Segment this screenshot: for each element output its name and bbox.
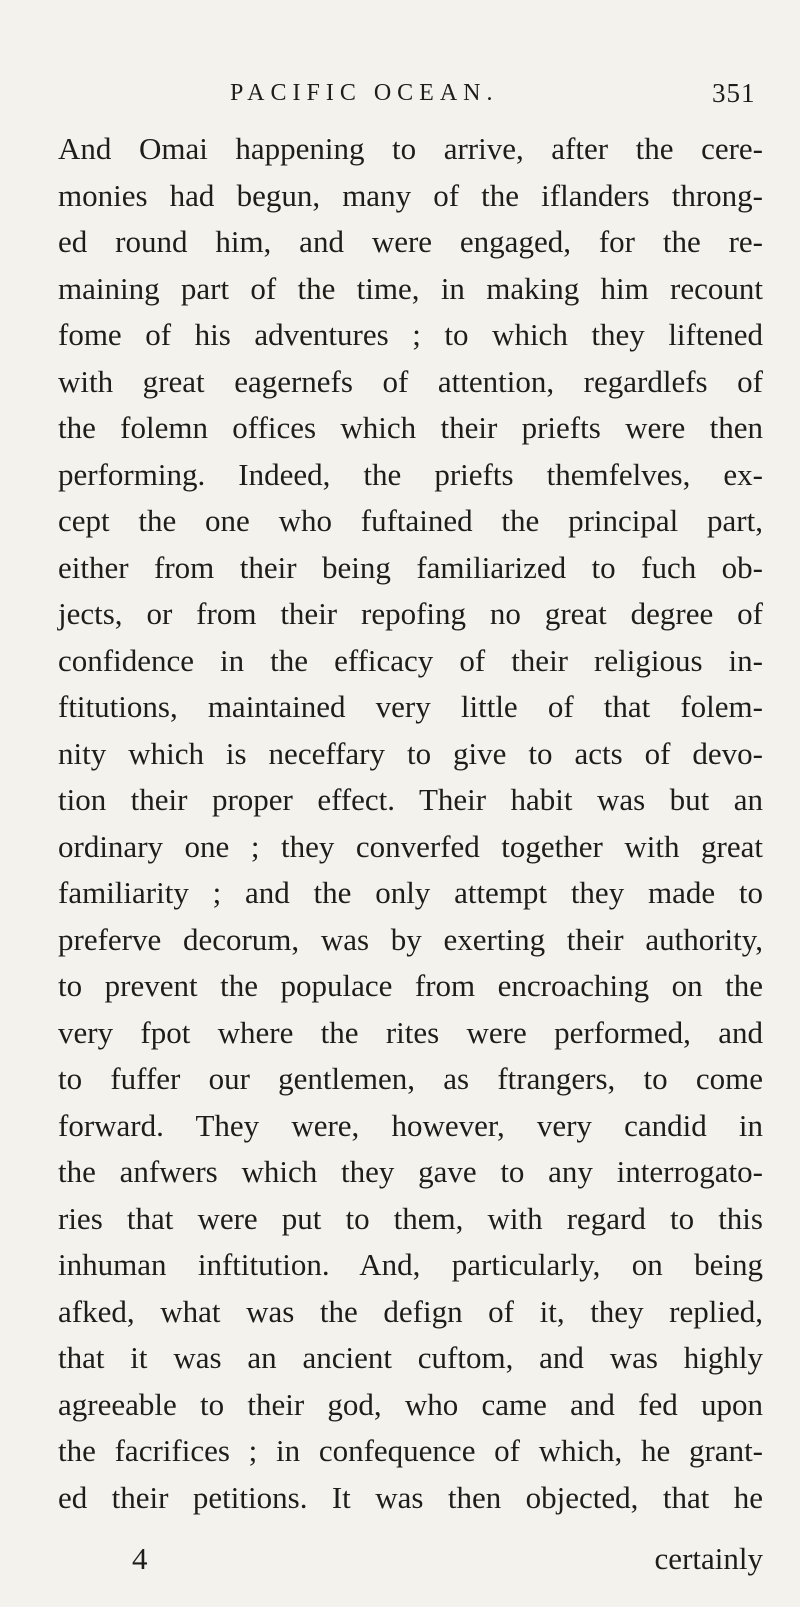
text-line: the facrifices ; in confequence of which, he grant- [58,1433,763,1468]
text-line: with great eagernefs of attention, regardlefs of [58,363,763,399]
text-line: familiarity ; and the only attempt they made to [58,875,763,910]
signature-mark: 4 [132,1541,148,1576]
text-line: to fuffer our gentlemen, as ftrangers, to come [58,1061,763,1096]
text-line: the folemn offices which their priefts were then [58,410,763,445]
page-number: 351 [712,78,756,108]
text-line: cept the one who fuftained the principal part, [58,503,763,538]
text-line: ed their petitions. It was then objected, that he [58,1479,763,1515]
text-line: nity which is neceffary to give to acts of devo- [58,735,763,771]
text-line: jects, or from their repofing no great degree of [58,596,763,631]
running-head: PACIFIC OCEAN. [230,80,499,106]
text-line: ordinary one ; they converfed together with great [58,828,763,864]
text-line: either from their being familiarized to fuch ob- [58,549,763,585]
text-line: that it was an ancient cuftom, and was highly [58,1340,763,1375]
text-line: preferve decorum, was by exerting their authority, [58,921,763,957]
text-line: agreeable to their god, who came and fed upon [58,1386,763,1422]
text-line: ftitutions, maintained very little of that folem- [58,689,763,724]
text-line: And Omai happening to arrive, after the cere- [58,131,763,166]
text-line: very fpot where the rites were performed, and [58,1014,763,1050]
text-line: to prevent the populace from encroaching on the [58,968,763,1003]
body-text [58,126,763,1521]
page-footer [58,1536,763,1582]
text-line: afked, what was the defign of it, they replied, [58,1293,763,1329]
catchword: certainly [654,1541,763,1576]
text-line: forward. They were, however, very candid in [58,1107,763,1143]
text-line: inhuman inftitution. And, particularly, on being [58,1247,763,1282]
text-line: fome of his adventures ; to which they liftened [58,317,763,352]
text-line: monies had begun, many of the iflanders throng- [58,177,763,213]
text-line: ed round him, and were engaged, for the re- [58,224,763,259]
text-line: maining part of the time, in making him recount [58,270,763,306]
text-line: confidence in the efficacy of their religious in- [58,642,763,678]
text-line: the anfwers which they gave to any interrogato- [58,1154,763,1189]
text-line: ries that were put to them, with regard to this [58,1200,763,1236]
text-line: tion their proper effect. Their habit was but an [58,782,763,817]
text-line: performing. Indeed, the priefts themfelves, ex- [58,456,763,492]
